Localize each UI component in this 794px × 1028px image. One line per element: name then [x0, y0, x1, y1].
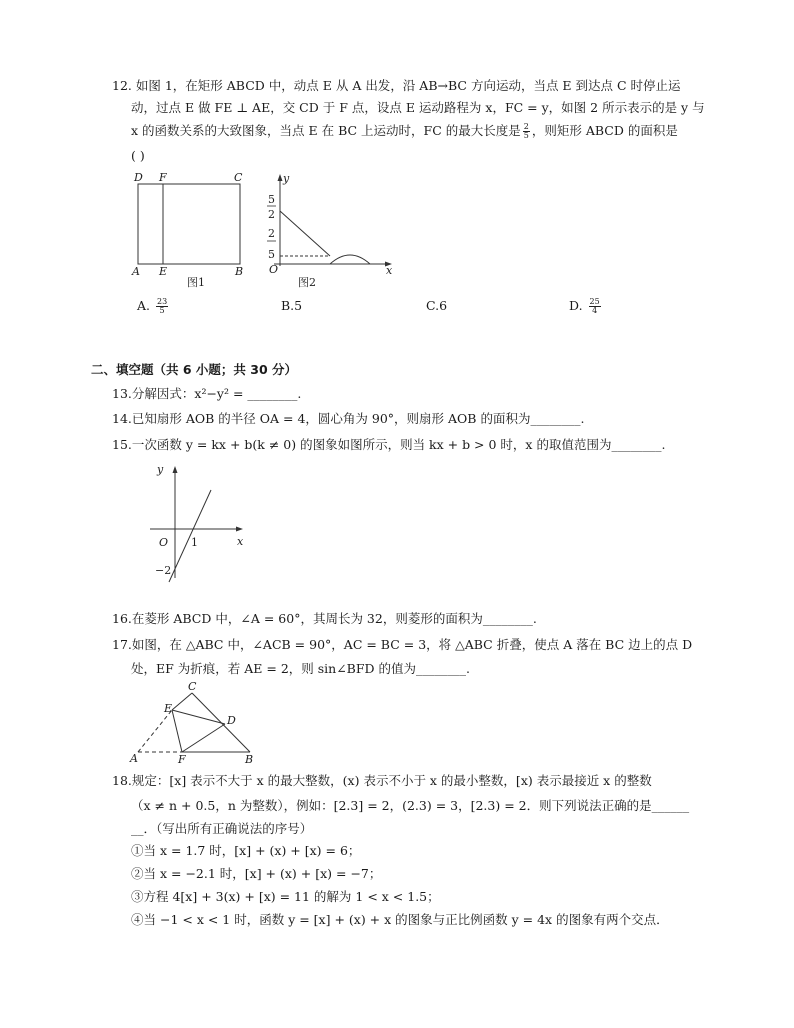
- q12-frac-den: 5: [523, 131, 529, 140]
- q12-text-line3a: x 的函数关系的大致图象，当点 E 在 BC 上运动时，FC 的最大长度是: [131, 123, 521, 138]
- tick-label-3: 2: [268, 227, 275, 240]
- tick-label-4: 5: [268, 248, 275, 261]
- q13-text: 分解因式：x²−y² = ________.: [131, 386, 302, 401]
- label-b: B: [245, 753, 254, 766]
- y-label: y: [283, 172, 290, 185]
- graph-arc: [330, 255, 370, 264]
- q12-number: 12.: [112, 78, 132, 93]
- q18-item-2: ②当 x = −2.1 时，[x] + (x) + [x) = −7；: [131, 866, 382, 881]
- segment-ef: [172, 710, 182, 752]
- q17-number: 17.: [112, 637, 132, 652]
- q15-x-arrow: [236, 527, 243, 532]
- q18-text-line1: 规定：[x] 表示不大于 x 的最大整数，(x) 表示不小于 x 的最小整数，[x) 表示最接近 x 的整数: [131, 773, 652, 788]
- option-c-text: 6: [439, 298, 448, 313]
- label-e: E: [164, 702, 173, 715]
- option-d[interactable]: [569, 297, 603, 315]
- q14-number: 14.: [112, 411, 132, 426]
- q18-item-3: ③方程 4[x] + 3(x) + [x) = 11 的解为 1 < x < 1.5；: [131, 889, 440, 904]
- rectangle-abcd: [138, 184, 240, 264]
- label-f: F: [178, 753, 186, 766]
- option-b-text: 5: [294, 298, 303, 313]
- q15-number: 15.: [112, 437, 132, 452]
- section2-title: 二、填空题（共 6 小题；共 30 分）: [91, 362, 298, 377]
- label-b: B: [235, 265, 244, 278]
- q16: [112, 610, 537, 628]
- q12-text-line1: 如图 1，在矩形 ABCD 中，动点 E 从 A 出发，沿 AB→BC 方向运动，当点 E 到达点 C 时停止运: [135, 78, 681, 93]
- q17-line2: 处，EF 为折痕，若 AE = 2，则 sin∠BFD 的值为________.: [131, 661, 471, 676]
- q16-text: 在菱形 ABCD 中，∠A = 60°，其周长为 32，则菱形的面积为________.: [131, 611, 537, 626]
- option-a[interactable]: [137, 297, 170, 315]
- q16-number: 16.: [112, 611, 132, 626]
- q12-frac-num: 2: [523, 122, 529, 131]
- segment-fd: [182, 724, 225, 752]
- q14: [112, 410, 584, 428]
- option-d-letter: D.: [569, 298, 583, 313]
- q18-number: 18.: [112, 773, 132, 788]
- q18-line2: （x ≠ n + 0.5，n 为整数），例如：[2.3] = 2，(2.3) = 3，[2.3) = 2．则下列说法正确的是______: [131, 798, 690, 813]
- fig1-caption: 图1: [187, 276, 205, 289]
- label-a: A: [130, 752, 138, 765]
- x-label: x: [386, 264, 393, 277]
- option-a-den: 5: [159, 306, 165, 315]
- q12-fraction: [523, 123, 530, 140]
- label-c: C: [188, 680, 197, 693]
- q18-item-1: ①当 x = 1.7 时，[x] + (x) + [x) = 6；: [131, 843, 361, 858]
- q15-x-label: x: [237, 535, 244, 548]
- q15-y-label: y: [157, 463, 164, 476]
- segment-ec: [172, 693, 192, 710]
- q12-line1: [112, 77, 681, 95]
- q13-number: 13.: [112, 386, 132, 401]
- option-c-letter: C.: [426, 298, 440, 313]
- q13: [112, 385, 301, 403]
- option-b-letter: B.: [281, 298, 295, 313]
- origin-label: O: [269, 263, 279, 276]
- q12-figure2: [262, 168, 402, 293]
- q15: [112, 436, 665, 454]
- option-d-num: 25: [589, 297, 600, 306]
- option-a-num: 23: [157, 297, 168, 306]
- fig2-caption: 图2: [298, 276, 316, 289]
- option-c[interactable]: [426, 297, 447, 315]
- option-d-den: 4: [592, 306, 598, 315]
- q17-line1: [112, 636, 692, 654]
- q15-y-arrow: [173, 466, 178, 473]
- q12-line2: 动，过点 E 做 FE ⊥ AE，交 CD 于 F 点，设点 E 运动路程为 x，FC = y，如图 2 所示表示的是 y 与: [131, 100, 705, 115]
- q14-text: 已知扇形 AOB 的半径 OA = 4，圆心角为 90°，则扇形 AOB 的面积为________.: [131, 411, 585, 426]
- q17-text-line1: 如图，在 △ABC 中，∠ACB = 90°，AC = BC = 3，将 △ABC 折叠，使点 A 落在 BC 边上的点 D: [131, 637, 693, 652]
- q18-item-4: ④当 −1 < x < 1 时，函数 y = [x] + (x) + x 的图象与正比例函数 y = 4x 的图象有两个交点．: [131, 912, 669, 927]
- q17-figure: [126, 680, 266, 765]
- tick-label-1: 5: [268, 193, 275, 206]
- option-a-letter: A.: [137, 298, 151, 313]
- q12-text-line3b: ，则矩形 ABCD 的面积是: [531, 123, 678, 138]
- graph-line: [280, 211, 330, 256]
- q15-x-tick: 1: [191, 536, 198, 549]
- label-d: D: [227, 714, 236, 727]
- segment-ae-dashed: [138, 710, 172, 752]
- q18-line3: __．（写出所有正确说法的序号）: [131, 821, 313, 836]
- label-c: C: [234, 171, 243, 184]
- option-b[interactable]: [281, 297, 302, 315]
- tick-label-2: 2: [268, 208, 275, 221]
- q15-origin-label: O: [159, 536, 169, 549]
- q12-answer-bracket: ( ): [131, 148, 145, 163]
- q12-figure1: [128, 168, 258, 288]
- label-a: A: [132, 265, 140, 278]
- q15-text: 一次函数 y = kx + b(k ≠ 0) 的图象如图所示，则当 kx + b > 0 时，x 的取值范围为________.: [131, 437, 666, 452]
- q12-line3: [131, 122, 678, 140]
- label-e: E: [159, 265, 168, 278]
- q18-line1: [112, 772, 652, 790]
- q15-y-tick: −2: [155, 564, 172, 577]
- label-f: F: [159, 171, 167, 184]
- segment-ed: [172, 710, 225, 724]
- y-axis-arrow: [278, 174, 283, 181]
- q15-graph: [145, 460, 265, 585]
- option-d-fraction: [589, 298, 601, 315]
- option-a-fraction: [156, 298, 168, 315]
- label-d: D: [134, 171, 143, 184]
